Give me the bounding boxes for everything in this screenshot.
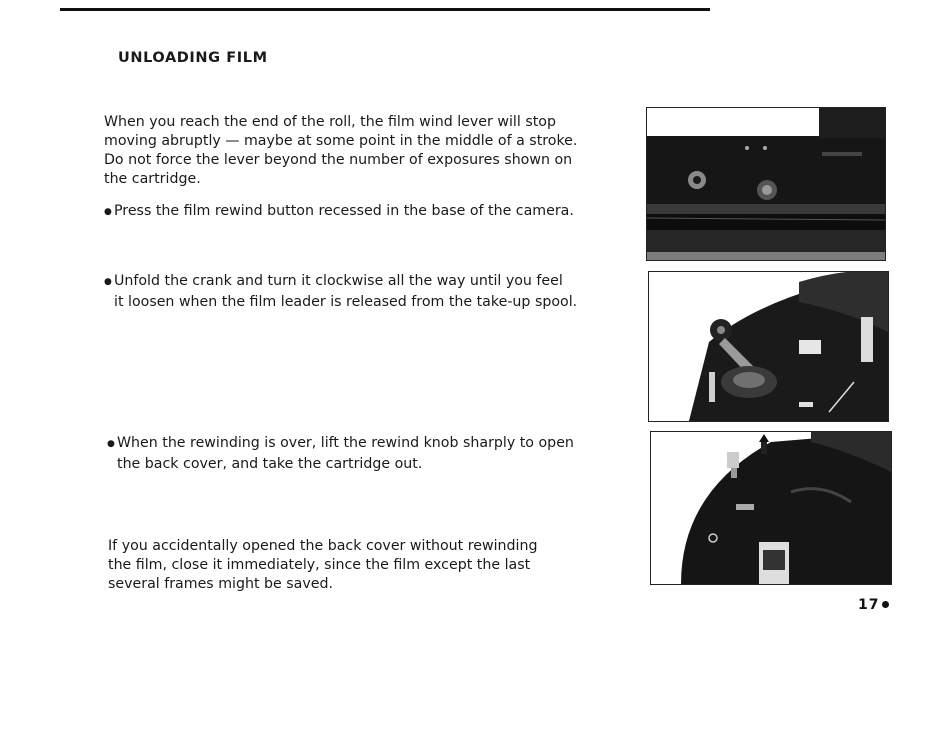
note-paragraph [108,537,537,594]
photo-open-back-cover [650,431,892,585]
step-text: Press the film rewind button recessed in the base of the camera. [114,203,574,219]
intro-line: moving abruptly — maybe at some point in the middle of a stroke. [104,133,578,149]
intro-line: When you reach the end of the roll, the film wind lever will stop [104,114,556,130]
step-rewind-button [104,201,574,222]
note-line: the film, close it immediately, since the film except the last [108,557,531,573]
intro-line: the cartridge. [104,171,201,187]
page-number-text: 17 [858,597,880,613]
page-dot-icon [882,601,889,608]
bullet-icon: ● [107,439,115,449]
intro-line: Do not force the lever beyond the number of exposures shown on [104,152,573,168]
step-text: Unfold the crank and turn it clockwise all the way until you feel [114,273,563,289]
note-line: If you accidentally opened the back cover without rewinding [108,538,538,554]
step-open-back-cover [107,433,574,474]
note-line: several frames might be saved. [108,576,333,592]
section-heading: UNLOADING FILM [118,50,268,66]
step-turn-crank [104,271,577,312]
photo-rewind-button [646,107,886,261]
step-text: When the rewinding is over, lift the rewind knob sharply to open [117,435,574,451]
photo-rewind-crank [648,271,889,422]
step-text: it loosen when the film leader is released from the take-up spool. [114,294,578,310]
intro-paragraph [104,113,577,189]
bullet-icon: ● [104,277,112,287]
step-text: the back cover, and take the cartridge out. [117,456,423,472]
top-rule [60,8,710,11]
page-number [858,597,889,613]
bullet-icon: ● [104,207,112,217]
